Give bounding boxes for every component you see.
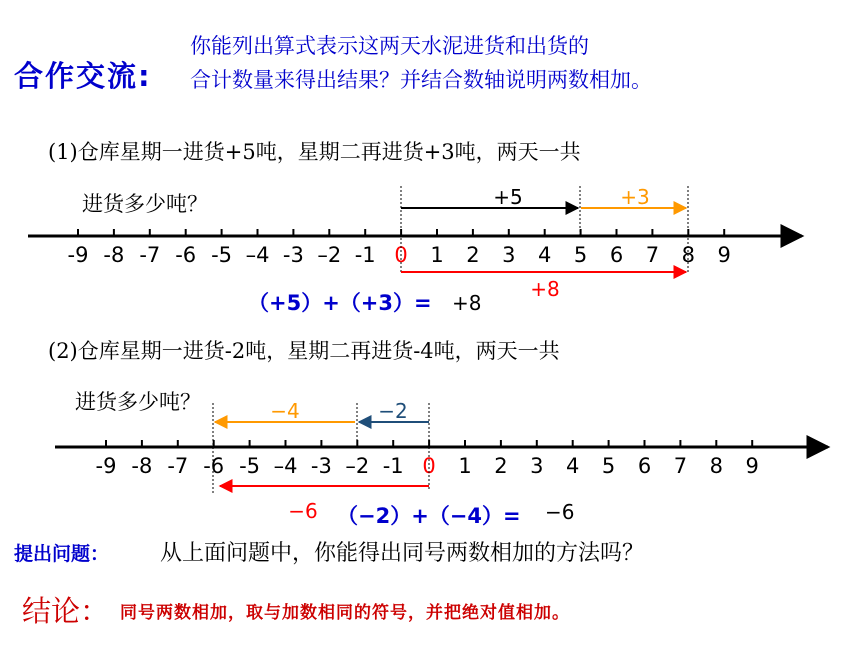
- axis-tick-label: 9: [745, 454, 759, 478]
- axis-tick-label: 9: [717, 243, 731, 267]
- axis-tick-label: 3: [530, 454, 544, 478]
- label-minus-6: −6: [288, 499, 318, 523]
- intro-line-1: 你能列出算式表示这两天水泥进货和出货的: [190, 34, 589, 58]
- axis-tick-label: -7: [167, 454, 189, 478]
- axis-tick-label: 7: [645, 243, 660, 267]
- question-label: 提出问题：: [14, 543, 110, 565]
- axis-tick-label: 3: [502, 243, 516, 267]
- equation-1: （+5）+（+3）=: [248, 291, 432, 315]
- axis-tick-label: 5: [573, 243, 588, 267]
- axis-tick-label: -6: [203, 454, 225, 478]
- axis-tick-label: -1: [354, 243, 376, 267]
- axis-tick-label: -9: [95, 454, 117, 478]
- axis-tick-label: 6: [637, 454, 652, 478]
- axis-tick-label: 1: [458, 454, 472, 478]
- equation-2: （−2）+（−4）=: [337, 504, 521, 528]
- intro-line-2: 合计数量来得出结果？并结合数轴说明两数相加。: [190, 68, 652, 92]
- equation-2-result: −6: [545, 500, 575, 524]
- axis-tick-label: 0: [394, 243, 408, 267]
- axis-tick-label: 8: [681, 243, 695, 267]
- section-title: 合作交流:: [14, 59, 152, 93]
- label-minus-4: −4: [270, 399, 300, 423]
- problem-1-line-2: 进货多少吨？: [82, 192, 208, 216]
- label-minus-2: −2: [378, 399, 408, 423]
- axis-tick-label: 6: [609, 243, 624, 267]
- axis-tick-label: -5: [239, 454, 261, 478]
- question-text: 从上面问题中，你能得出同号两数相加的方法吗？: [160, 541, 645, 566]
- axis-tick-label: 2: [466, 243, 480, 267]
- axis-tick-label: -1: [382, 454, 404, 478]
- axis-tick-label: 2: [494, 454, 508, 478]
- problem-2-line-1: (2)仓库星期一进货-2吨，星期二再进货-4吨，两天一共: [48, 339, 560, 363]
- axis-tick-label: –2: [345, 454, 370, 478]
- conclusion-label: 结论：: [22, 594, 110, 628]
- axis-tick-label: –4: [245, 243, 270, 267]
- axis-tick-label: 1: [430, 243, 444, 267]
- axis-1-labels: [68, 243, 731, 267]
- axis-tick-label: -3: [310, 454, 332, 478]
- axis-tick-label: -8: [131, 454, 153, 478]
- label-plus-3: +3: [620, 185, 650, 209]
- axis-tick-label: -3: [282, 243, 304, 267]
- axis-tick-label: -8: [103, 243, 125, 267]
- label-plus-5: +5: [493, 185, 523, 209]
- axis-tick-label: –4: [273, 454, 298, 478]
- axis-tick-label: –2: [317, 243, 342, 267]
- axis-tick-label: 5: [601, 454, 616, 478]
- axis-tick-label: 4: [566, 454, 580, 478]
- axis-tick-label: 4: [538, 243, 552, 267]
- conclusion-text: 同号两数相加，取与加数相同的符号，并把绝对值相加。: [120, 603, 570, 623]
- axis-tick-label: 8: [709, 454, 723, 478]
- axis-2-labels: [96, 454, 759, 478]
- axis-tick-label: 7: [673, 454, 688, 478]
- label-plus-8: +8: [530, 277, 560, 301]
- problem-2-line-2: 进货多少吨？: [75, 390, 201, 414]
- axis-tick-label: -5: [211, 243, 233, 267]
- axis-tick-label: 0: [422, 454, 436, 478]
- problem-1-line-1: (1)仓库星期一进货+5吨，星期二再进货+3吨，两天一共: [48, 140, 581, 164]
- axis-tick-label: -9: [67, 243, 89, 267]
- equation-1-result: +8: [452, 291, 482, 315]
- axis-tick-label: -7: [139, 243, 161, 267]
- axis-tick-label: -6: [175, 243, 197, 267]
